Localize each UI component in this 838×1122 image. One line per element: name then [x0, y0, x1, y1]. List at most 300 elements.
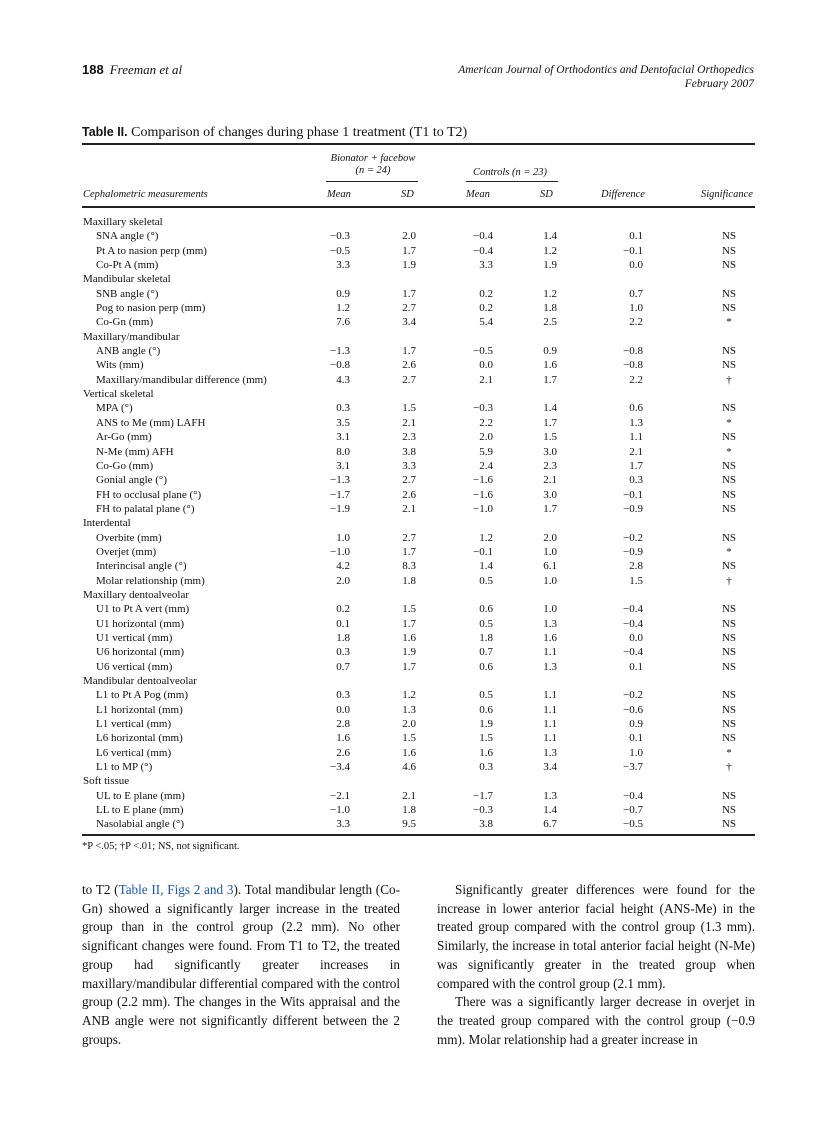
significance-cell: NS	[721, 703, 737, 716]
treated-sd-cell: 1.7	[402, 244, 416, 257]
control-mean-cell: 3.8	[479, 818, 493, 831]
treated-sd-cell: 1.6	[402, 631, 416, 644]
treated-mean-cell: 0.3	[336, 689, 350, 702]
treated-sd-cell: 9.5	[402, 818, 416, 831]
treated-sd-cell: 2.1	[402, 502, 416, 515]
control-sd-cell: 1.6	[543, 631, 557, 644]
group-label: Interdental	[83, 517, 131, 530]
measurement-cell: Co-Pt A (mm)	[96, 259, 159, 272]
control-mean-cell: 0.2	[479, 302, 493, 315]
difference-cell: −0.6	[623, 703, 643, 716]
body-column-left	[82, 881, 400, 1049]
significance-cell: NS	[721, 244, 737, 257]
measurement-cell: UL to E plane (mm)	[96, 789, 185, 802]
difference-cell: 0.9	[629, 718, 643, 731]
treated-mean-cell: −1.0	[330, 545, 350, 558]
measurement-cell: L6 horizontal (mm)	[96, 732, 183, 745]
treated-mean-cell: −1.9	[330, 502, 350, 515]
table-row	[82, 229, 755, 243]
difference-cell: 2.2	[629, 316, 643, 329]
control-mean-cell: 2.4	[479, 459, 493, 472]
table-row	[82, 617, 755, 631]
difference-cell: −0.5	[623, 818, 643, 831]
treated-mean-cell: 7.6	[336, 316, 350, 329]
table-row	[82, 473, 755, 487]
treated-sd-cell: 2.7	[402, 373, 416, 386]
table-top-rule	[82, 143, 755, 145]
table-row	[82, 459, 755, 473]
table-row	[82, 344, 755, 358]
difference-cell: 1.1	[629, 431, 643, 444]
treated-mean-cell: 0.3	[336, 646, 350, 659]
table-row	[82, 430, 755, 444]
control-mean-cell: 2.1	[479, 373, 493, 386]
difference-cell: −0.9	[623, 545, 643, 558]
significance-cell: NS	[721, 560, 737, 573]
treated-sd-cell: 2.7	[402, 531, 416, 544]
table-row	[82, 789, 755, 803]
col-header-significance: Significance	[701, 189, 753, 200]
group-label: Maxillary dentoalveolar	[83, 588, 189, 601]
treated-mean-cell: −3.4	[330, 761, 350, 774]
treated-mean-cell: −0.8	[330, 359, 350, 372]
treated-mean-cell: 3.3	[336, 818, 350, 831]
control-mean-cell: 1.5	[479, 732, 493, 745]
col-header-sd: SD	[540, 189, 553, 200]
significance-cell: NS	[721, 402, 737, 415]
difference-cell: 1.3	[629, 416, 643, 429]
treated-sd-cell: 2.3	[402, 431, 416, 444]
treated-mean-cell: 3.3	[336, 259, 350, 272]
treated-mean-cell: −0.5	[330, 244, 350, 257]
control-sd-cell: 1.3	[543, 660, 557, 673]
table-group-row	[82, 330, 755, 344]
measurement-cell: Overjet (mm)	[96, 545, 157, 558]
text: ). Total mandibular length (Co-Gn) showed a significantly larger increase in the treated group than in the control group (2.2 mm). No other significant changes were found. From T1 to T2, the treated group had significantly greater increases in maxillary/mandibular differential compared with the control group (2.2 mm). The changes in the Wits appraisal and the ANB angle were not significantly different between the 2 groups.	[82, 882, 400, 1047]
significance-cell: *	[726, 316, 732, 329]
table-row	[82, 660, 755, 674]
treated-sd-cell: 1.9	[402, 646, 416, 659]
col-header-sd: SD	[401, 189, 414, 200]
treated-mean-cell: −0.3	[330, 230, 350, 243]
running-header-left	[82, 62, 182, 78]
significance-cell: NS	[721, 287, 737, 300]
treated-sd-cell: 1.6	[402, 746, 416, 759]
paragraph: Significantly greater differences were found for the increase in lower anterior facial height (ANS-Me) in the treated group compared with the control group (1.3 mm). Similarly, the increase in total anterior facial height (N-Me) was significantly greater in the treated group when compared with the control group (2.1 mm).	[437, 882, 755, 991]
significance-cell: *	[726, 416, 732, 429]
control-sd-cell: 1.7	[543, 373, 557, 386]
control-sd-cell: 0.9	[543, 345, 557, 358]
significance-cell: *	[726, 746, 732, 759]
treated-sd-cell: 2.0	[402, 718, 416, 731]
control-sd-cell: 1.3	[543, 746, 557, 759]
table-group-row	[82, 774, 755, 788]
measurement-cell: U1 vertical (mm)	[96, 631, 173, 644]
table-row	[82, 803, 755, 817]
difference-cell: −0.4	[623, 617, 643, 630]
control-mean-cell: 0.5	[479, 617, 493, 630]
treated-sd-cell: 2.1	[402, 416, 416, 429]
table-figure-link[interactable]: Table II, Figs 2 and 3	[118, 882, 234, 897]
control-sd-cell: 6.7	[543, 818, 557, 831]
treated-sd-cell: 1.7	[402, 545, 416, 558]
difference-cell: −0.7	[623, 804, 643, 817]
significance-cell: NS	[721, 359, 737, 372]
treated-sd-cell: 1.9	[402, 259, 416, 272]
treated-sd-cell: 2.0	[402, 230, 416, 243]
measurement-cell: U6 horizontal (mm)	[96, 646, 184, 659]
table-row	[82, 731, 755, 745]
difference-cell: −0.1	[623, 488, 643, 501]
measurement-cell: L1 horizontal (mm)	[96, 703, 183, 716]
table-caption	[82, 125, 467, 141]
difference-cell: 2.8	[629, 560, 643, 573]
control-sd-cell: 1.4	[543, 402, 557, 415]
treated-sd-cell: 1.5	[402, 732, 416, 745]
group-label: Mandibular skeletal	[83, 273, 171, 286]
measurement-cell: L1 to Pt A Pog (mm)	[96, 689, 188, 702]
difference-cell: 0.1	[629, 732, 643, 745]
table-row	[82, 258, 755, 272]
significance-cell: †	[726, 761, 732, 774]
treated-mean-cell: 1.8	[336, 631, 350, 644]
table-row	[82, 545, 755, 559]
control-sd-cell: 1.3	[543, 617, 557, 630]
paragraph: There was a significantly larger decrease in overjet in the treated group compared with the control group (−0.9 mm). Molar relationship had a greater increase in	[437, 994, 755, 1047]
table-group-row	[82, 674, 755, 688]
difference-cell: −0.8	[623, 345, 643, 358]
table-row	[82, 401, 755, 415]
measurement-cell: ANB angle (°)	[96, 345, 161, 358]
measurement-cell: L6 vertical (mm)	[96, 746, 172, 759]
control-mean-cell: −0.1	[473, 545, 493, 558]
treated-mean-cell: −1.7	[330, 488, 350, 501]
treated-sd-cell: 2.6	[402, 488, 416, 501]
control-sd-cell: 1.2	[543, 244, 557, 257]
control-sd-cell: 2.3	[543, 459, 557, 472]
control-mean-cell: 0.2	[479, 287, 493, 300]
difference-cell: 1.0	[629, 302, 643, 315]
measurement-cell: Molar relationship (mm)	[96, 574, 205, 587]
treated-sd-cell: 2.7	[402, 474, 416, 487]
control-mean-cell: −0.4	[473, 244, 493, 257]
treated-sd-cell: 8.3	[402, 560, 416, 573]
difference-cell: 0.1	[629, 230, 643, 243]
treated-mean-cell: 1.6	[336, 732, 350, 745]
control-mean-cell: 0.7	[479, 646, 493, 659]
control-mean-cell: 2.0	[479, 431, 493, 444]
control-mean-cell: −0.5	[473, 345, 493, 358]
difference-cell: −0.4	[623, 646, 643, 659]
control-sd-cell: 3.4	[543, 761, 557, 774]
table-row	[82, 244, 755, 258]
group-n: (n = 24)	[355, 165, 391, 176]
group-label: Maxillary/mandibular	[83, 330, 180, 343]
treated-mean-cell: 4.2	[336, 560, 350, 573]
measurement-cell: Co-Gn (mm)	[96, 316, 154, 329]
difference-cell: 1.5	[629, 574, 643, 587]
control-mean-cell: −0.3	[473, 402, 493, 415]
treated-sd-cell: 1.2	[402, 689, 416, 702]
measurement-cell: L1 to MP (°)	[96, 761, 153, 774]
control-sd-cell: 1.0	[543, 545, 557, 558]
table-group-row	[82, 272, 755, 286]
table-group-row	[82, 387, 755, 401]
table-row	[82, 602, 755, 616]
measurement-cell: FH to palatal plane (°)	[96, 502, 195, 515]
difference-cell: 0.7	[629, 287, 643, 300]
control-mean-cell: −1.0	[473, 502, 493, 515]
page-number: 188	[82, 62, 104, 77]
significance-cell: NS	[721, 804, 737, 817]
control-sd-cell: 3.0	[543, 445, 557, 458]
treated-sd-cell: 1.8	[402, 804, 416, 817]
treated-mean-cell: 4.3	[336, 373, 350, 386]
control-mean-cell: 1.2	[479, 531, 493, 544]
measurement-cell: Ar-Go (mm)	[96, 431, 152, 444]
treated-sd-cell: 1.5	[402, 603, 416, 616]
significance-cell: NS	[721, 732, 737, 745]
table-row	[82, 373, 755, 387]
control-mean-cell: −0.3	[473, 804, 493, 817]
significance-cell: *	[726, 445, 732, 458]
control-sd-cell: 1.7	[543, 416, 557, 429]
table-row	[82, 488, 755, 502]
difference-cell: 0.3	[629, 474, 643, 487]
control-sd-cell: 1.0	[543, 574, 557, 587]
control-sd-cell: 1.1	[543, 718, 557, 731]
measurement-cell: Pt A to nasion perp (mm)	[96, 244, 207, 257]
significance-cell: NS	[721, 617, 737, 630]
treated-mean-cell: 3.1	[336, 431, 350, 444]
difference-cell: −0.2	[623, 531, 643, 544]
treated-mean-cell: 0.3	[336, 402, 350, 415]
table-group-row	[82, 516, 755, 530]
control-mean-cell: 0.6	[479, 660, 493, 673]
significance-cell: NS	[721, 603, 737, 616]
control-mean-cell: 2.2	[479, 416, 493, 429]
table-group-row	[82, 215, 755, 229]
significance-cell: NS	[721, 474, 737, 487]
control-sd-cell: 1.1	[543, 646, 557, 659]
control-sd-cell: 1.5	[543, 431, 557, 444]
control-sd-cell: 1.7	[543, 502, 557, 515]
table-row	[82, 445, 755, 459]
significance-cell: †	[726, 574, 732, 587]
group-label: Vertical skeletal	[83, 388, 154, 401]
treated-sd-cell: 3.4	[402, 316, 416, 329]
issue-date: February 2007	[684, 78, 754, 90]
treated-sd-cell: 2.7	[402, 302, 416, 315]
running-header-right	[458, 63, 754, 91]
table-title: Comparison of changes during phase 1 treatment (T1 to T2)	[131, 125, 468, 140]
measurement-cell: LL to E plane (mm)	[96, 804, 184, 817]
measurement-cell: SNB angle (°)	[96, 287, 159, 300]
measurement-cell: Maxillary/mandibular difference (mm)	[96, 373, 267, 386]
measurement-cell: Overbite (mm)	[96, 531, 162, 544]
table-row	[82, 760, 755, 774]
control-mean-cell: −1.6	[473, 474, 493, 487]
control-mean-cell: 0.5	[479, 574, 493, 587]
treated-sd-cell: 1.3	[402, 703, 416, 716]
difference-cell: 1.0	[629, 746, 643, 759]
significance-cell: NS	[721, 531, 737, 544]
table-row	[82, 559, 755, 573]
group-underline	[326, 181, 418, 182]
significance-cell: *	[726, 545, 732, 558]
control-mean-cell: −1.6	[473, 488, 493, 501]
control-mean-cell: 1.6	[479, 746, 493, 759]
group-name: Bionator + facebow	[330, 153, 416, 164]
measurement-cell: Interincisal angle (°)	[96, 560, 187, 573]
col-header-difference: Difference	[601, 189, 645, 200]
control-sd-cell: 2.1	[543, 474, 557, 487]
authors: Freeman et al	[109, 62, 183, 77]
treated-sd-cell: 2.1	[402, 789, 416, 802]
significance-cell: †	[726, 373, 732, 386]
table-row	[82, 531, 755, 545]
table-label: Table II.	[82, 125, 128, 139]
treated-mean-cell: 3.5	[336, 416, 350, 429]
table-row	[82, 502, 755, 516]
control-sd-cell: 1.4	[543, 230, 557, 243]
difference-cell: −3.7	[623, 761, 643, 774]
body-column-right	[437, 881, 755, 1049]
table-bottom-rule	[82, 834, 755, 836]
control-sd-cell: 1.6	[543, 359, 557, 372]
col-header-measurement: Cephalometric measurements	[83, 189, 208, 200]
measurement-cell: ANS to Me (mm) LAFH	[96, 416, 206, 429]
control-mean-cell: −0.4	[473, 230, 493, 243]
difference-cell: −0.4	[623, 789, 643, 802]
control-mean-cell: 1.4	[479, 560, 493, 573]
group-header-bionator	[318, 153, 428, 177]
significance-cell: NS	[721, 818, 737, 831]
treated-mean-cell: −2.1	[330, 789, 350, 802]
treated-mean-cell: 0.7	[336, 660, 350, 673]
group-underline	[466, 181, 558, 182]
col-header-mean: Mean	[327, 189, 351, 200]
table-row	[82, 301, 755, 315]
measurement-cell: U6 vertical (mm)	[96, 660, 173, 673]
journal-name: American Journal of Orthodontics and Dentofacial Orthopedics	[458, 64, 754, 76]
table-row	[82, 631, 755, 645]
significance-cell: NS	[721, 459, 737, 472]
treated-mean-cell: 1.0	[336, 531, 350, 544]
treated-mean-cell: 2.0	[336, 574, 350, 587]
difference-cell: 0.1	[629, 660, 643, 673]
significance-cell: NS	[721, 789, 737, 802]
significance-cell: NS	[721, 302, 737, 315]
control-mean-cell: 3.3	[479, 259, 493, 272]
control-mean-cell: 5.9	[479, 445, 493, 458]
treated-sd-cell: 3.8	[402, 445, 416, 458]
difference-cell: −0.8	[623, 359, 643, 372]
significance-cell: NS	[721, 230, 737, 243]
table-body	[82, 215, 755, 832]
significance-cell: NS	[721, 259, 737, 272]
treated-sd-cell: 1.7	[402, 660, 416, 673]
table-footnote: *P <.05; †P <.01; NS, not significant.	[82, 841, 240, 852]
treated-sd-cell: 2.6	[402, 359, 416, 372]
control-sd-cell: 2.0	[543, 531, 557, 544]
group-header-controls: Controls (n = 23)	[472, 167, 548, 178]
difference-cell: −0.1	[623, 244, 643, 257]
difference-cell: 0.0	[629, 631, 643, 644]
measurement-cell: N-Me (mm) AFH	[96, 445, 174, 458]
table-row	[82, 416, 755, 430]
significance-cell: NS	[721, 502, 737, 515]
treated-mean-cell: 2.8	[336, 718, 350, 731]
treated-mean-cell: 2.6	[336, 746, 350, 759]
control-sd-cell: 1.8	[543, 302, 557, 315]
control-mean-cell: 0.6	[479, 603, 493, 616]
treated-mean-cell: −1.3	[330, 345, 350, 358]
control-sd-cell: 1.1	[543, 732, 557, 745]
difference-cell: 0.0	[629, 259, 643, 272]
control-sd-cell: 1.4	[543, 804, 557, 817]
measurement-cell: Wits (mm)	[96, 359, 144, 372]
treated-sd-cell: 1.7	[402, 345, 416, 358]
significance-cell: NS	[721, 689, 737, 702]
control-mean-cell: 0.5	[479, 689, 493, 702]
col-header-mean: Mean	[466, 189, 490, 200]
control-sd-cell: 1.3	[543, 789, 557, 802]
treated-sd-cell: 3.3	[402, 459, 416, 472]
control-sd-cell: 1.9	[543, 259, 557, 272]
treated-mean-cell: 0.9	[336, 287, 350, 300]
control-mean-cell: 1.9	[479, 718, 493, 731]
measurement-cell: MPA (°)	[96, 402, 133, 415]
table-row	[82, 817, 755, 831]
table-group-row	[82, 588, 755, 602]
table-row	[82, 717, 755, 731]
control-mean-cell: 0.3	[479, 761, 493, 774]
significance-cell: NS	[721, 660, 737, 673]
treated-sd-cell: 4.6	[402, 761, 416, 774]
significance-cell: NS	[721, 718, 737, 731]
group-label: Mandibular dentoalveolar	[83, 675, 197, 687]
significance-cell: NS	[721, 488, 737, 501]
significance-cell: NS	[721, 345, 737, 358]
significance-cell: NS	[721, 431, 737, 444]
table-row	[82, 688, 755, 702]
control-mean-cell: −1.7	[473, 789, 493, 802]
difference-cell: −0.2	[623, 689, 643, 702]
control-sd-cell: 1.1	[543, 689, 557, 702]
treated-sd-cell: 1.5	[402, 402, 416, 415]
control-sd-cell: 1.1	[543, 703, 557, 716]
group-label: Soft tissue	[83, 775, 130, 788]
treated-mean-cell: 8.0	[336, 445, 350, 458]
header-rule	[82, 206, 755, 208]
control-mean-cell: 5.4	[479, 316, 493, 329]
difference-cell: 1.7	[629, 459, 643, 472]
measurement-cell: U1 horizontal (mm)	[96, 617, 184, 630]
measurement-cell: Co-Go (mm)	[96, 459, 154, 472]
measurement-cell: FH to occlusal plane (°)	[96, 488, 202, 501]
control-sd-cell: 1.2	[543, 287, 557, 300]
text: to T2 (	[82, 882, 119, 897]
measurement-cell: Gonial angle (°)	[96, 474, 167, 487]
treated-mean-cell: 0.2	[336, 603, 350, 616]
table-row	[82, 287, 755, 301]
significance-cell: NS	[721, 646, 737, 659]
group-label: Maxillary skeletal	[83, 216, 163, 228]
treated-mean-cell: 0.1	[336, 617, 350, 630]
measurement-cell: Pog to nasion perp (mm)	[96, 302, 206, 315]
treated-mean-cell: −1.0	[330, 804, 350, 817]
